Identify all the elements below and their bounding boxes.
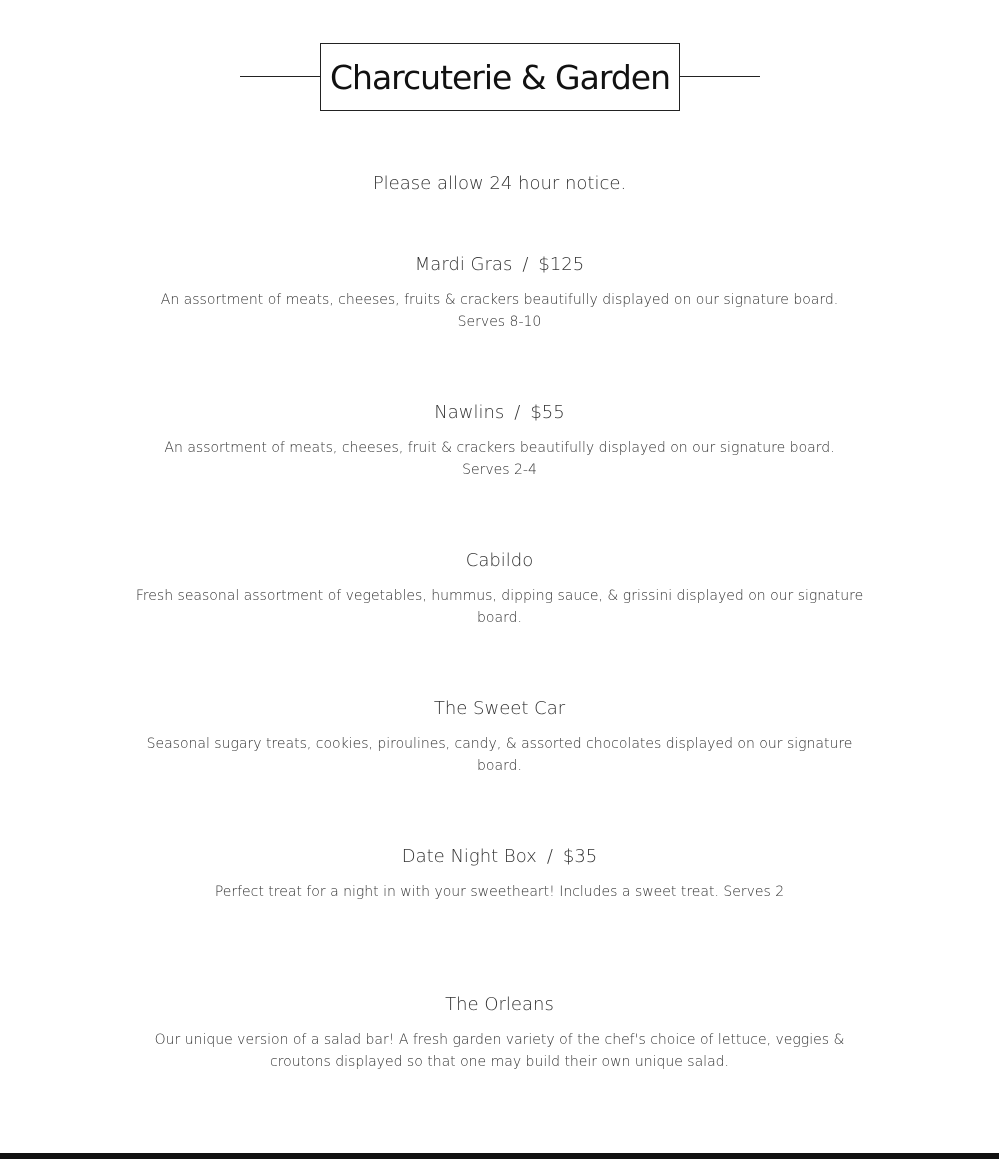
menu-item-mardi-gras [0,253,999,333]
item-description: An assortment of meats, cheeses, fruits & crackers beautifully displayed on our signature board. Serves 8-10 [160,292,839,330]
item-name: Nawlins [434,402,505,423]
item-name: Mardi Gras [414,254,513,275]
item-title [0,697,999,721]
page-title: Charcuterie & Garden [320,43,680,111]
menu-item-date-night-box [0,845,999,903]
item-name: Cabildo [465,550,534,571]
item-description: Our unique version of a salad bar! A fresh garden variety of the chef's choice of lettuce, veggies & croutons displayed so that one may build their own unique salad. [154,1032,845,1070]
item-title [0,993,999,1017]
item-name: The Sweet Car [433,698,566,719]
item-title [0,549,999,573]
item-name: Date Night Box [401,846,537,867]
header-divider-right [680,76,760,77]
item-description: An assortment of meats, cheeses, fruit & crackers beautifully displayed on our signature board. Serves 2-4 [164,440,835,478]
item-separator: / [546,846,553,867]
footer-bar [0,1153,999,1159]
item-description: Seasonal sugary treats, cookies, piroulines, candy, & assorted chocolates displayed on our signature board. [146,736,853,774]
item-price: $125 [538,254,585,275]
item-description: Perfect treat for a night in with your sweetheart! Includes a sweet treat. Serves 2 [214,884,785,900]
item-separator: / [522,254,529,275]
menu-item-nawlins [0,401,999,481]
menu-item-the-orleans [0,993,999,1073]
notice-text: Please allow 24 hour notice. [372,173,627,194]
item-separator: / [514,402,521,423]
item-price: $55 [530,402,565,423]
item-name: The Orleans [445,994,554,1015]
menu-item-cabildo [0,549,999,629]
menu-item-the-sweet-car [0,697,999,777]
item-description: Fresh seasonal assortment of vegetables, hummus, dipping sauce, & grissini displayed on our signature board. [135,588,864,626]
menu-header [240,43,760,111]
item-title [0,253,999,277]
item-title [0,401,999,425]
item-price: $35 [562,846,598,867]
item-title [0,845,999,869]
header-divider-left [240,76,320,77]
